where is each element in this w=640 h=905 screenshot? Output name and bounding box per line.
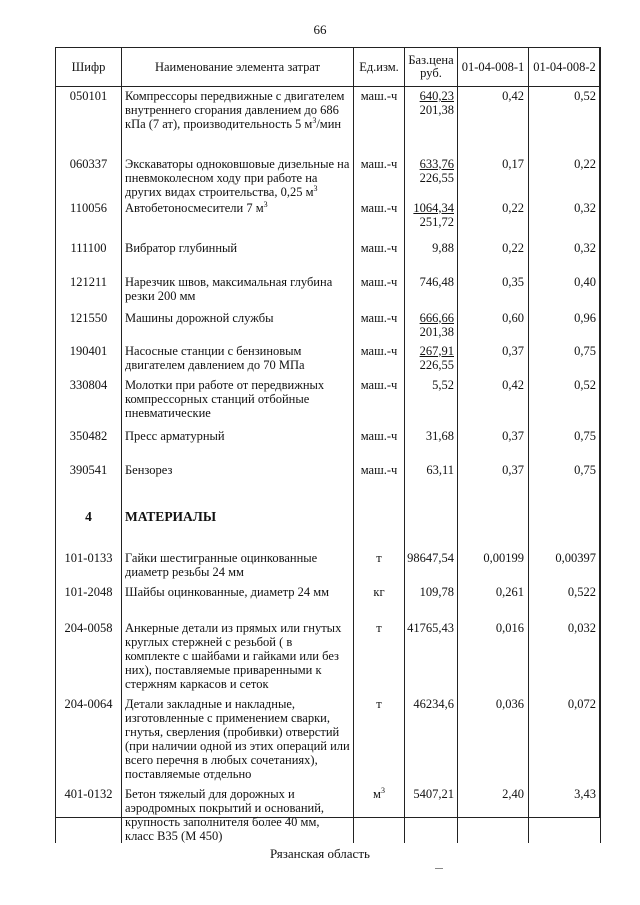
table-row xyxy=(56,545,601,579)
row-name xyxy=(122,303,354,339)
row-wage-price: 201,38 xyxy=(419,324,454,339)
row-value-col2: 3,43 xyxy=(529,781,601,843)
row-name xyxy=(122,339,354,373)
table-row xyxy=(56,149,601,199)
row-value-col1: 0,37 xyxy=(458,421,529,455)
footer-region: Рязанская область xyxy=(270,846,370,861)
row-unit-text: маш.-ч xyxy=(360,200,398,215)
row-value-col1: 0,42 xyxy=(458,87,529,149)
row-unit xyxy=(354,339,405,373)
row-name-text: Насосные станции с бензиновым двигателем давлением до 70 МПа xyxy=(125,343,305,372)
row-value-col2: 0,75 xyxy=(529,421,601,455)
row-base-price: 98647,54 xyxy=(407,550,454,565)
row-price xyxy=(405,303,458,339)
row-value-col1 xyxy=(458,489,529,545)
row-unit xyxy=(354,489,405,545)
row-value-col2: 0,52 xyxy=(529,373,601,421)
row-name-text: Автобетоносмесители 7 м xyxy=(125,200,264,215)
row-name-text: Машины дорожной службы xyxy=(125,310,274,325)
row-unit xyxy=(354,87,405,149)
row-price xyxy=(405,373,458,421)
row-value-col1: 2,40 xyxy=(458,781,529,843)
row-unit xyxy=(354,267,405,303)
row-unit xyxy=(354,781,405,843)
table-row xyxy=(56,267,601,303)
row-base-price: 31,68 xyxy=(425,428,454,443)
row-price xyxy=(405,613,458,691)
row-unit xyxy=(354,199,405,233)
footer-dash xyxy=(435,868,443,869)
row-price xyxy=(405,489,458,545)
row-value-col1: 0,00199 xyxy=(458,545,529,579)
table-body xyxy=(56,87,601,843)
row-unit xyxy=(354,455,405,489)
table-row xyxy=(56,373,601,421)
row-code: 050101 xyxy=(56,87,122,149)
row-name xyxy=(122,489,354,545)
table-row xyxy=(56,455,601,489)
row-price xyxy=(405,455,458,489)
row-value-col1: 0,37 xyxy=(458,339,529,373)
row-base-price: 666,66 xyxy=(419,310,454,325)
row-name-text: Экскаваторы одноковшовые дизельные на пневмоколесном ходу при работе на других видах строительства, 0,25 м xyxy=(125,156,350,199)
row-value-col1: 0,261 xyxy=(458,579,529,613)
row-name-text: МАТЕРИАЛЫ xyxy=(125,508,217,524)
row-name-text: Вибратор глубинный xyxy=(125,240,238,255)
row-name xyxy=(122,373,354,421)
row-unit xyxy=(354,149,405,199)
row-value-col2: 0,75 xyxy=(529,339,601,373)
table-row xyxy=(56,303,601,339)
table-header-row xyxy=(56,48,601,87)
row-price xyxy=(405,545,458,579)
row-wage-price: 226,55 xyxy=(419,170,454,185)
row-name-text: Анкерные детали из прямых или гнутых круглых стержней с резьбой ( в комплекте с шайбами и гайками или без них), поставляемые приваренными к стержням каркасов и сеток xyxy=(125,620,342,691)
row-value-col1: 0,35 xyxy=(458,267,529,303)
row-code: 121211 xyxy=(56,267,122,303)
row-name-superscript: 3 xyxy=(313,183,318,193)
row-value-col1: 0,37 xyxy=(458,455,529,489)
row-unit-text: м xyxy=(373,786,381,801)
row-code: 190401 xyxy=(56,339,122,373)
row-value-col1: 0,17 xyxy=(458,149,529,199)
row-unit xyxy=(354,421,405,455)
row-unit-text: маш.-ч xyxy=(360,428,398,443)
row-price xyxy=(405,87,458,149)
row-name xyxy=(122,691,354,781)
header-name: Наименование элемента затрат xyxy=(122,48,354,87)
row-value-col2: 0,32 xyxy=(529,233,601,267)
table-row xyxy=(56,339,601,373)
row-unit-text: маш.-ч xyxy=(360,89,398,103)
row-name-superscript: 3 xyxy=(263,199,268,209)
cost-table-frame xyxy=(55,47,600,843)
row-code: 110056 xyxy=(56,199,122,233)
row-name xyxy=(122,455,354,489)
row-name-text: Детали закладные и накладные, изготовленные с применением сварки, гнутья, сверления (пробивки) отверстий (при наличии одной из этих операций или всего перечня в любых сочетаниях), поставляемые отдельно xyxy=(125,696,350,781)
row-name xyxy=(122,199,354,233)
table-row xyxy=(56,233,601,267)
row-name xyxy=(122,421,354,455)
row-value-col2: 0,52 xyxy=(529,87,601,149)
row-price xyxy=(405,199,458,233)
row-value-col1: 0,016 xyxy=(458,613,529,691)
row-base-price: 640,23 xyxy=(419,89,454,103)
row-base-price: 267,91 xyxy=(419,343,454,358)
row-name xyxy=(122,781,354,843)
row-code: 111100 xyxy=(56,233,122,267)
row-name-text: Шайбы оцинкованные, диаметр 24 мм xyxy=(125,584,330,599)
row-unit xyxy=(354,545,405,579)
row-value-col2: 0,96 xyxy=(529,303,601,339)
header-unit: Ед.изм. xyxy=(354,48,405,87)
row-code: 101-2048 xyxy=(56,579,122,613)
row-price xyxy=(405,579,458,613)
table-row xyxy=(56,781,601,843)
row-code: 204-0058 xyxy=(56,613,122,691)
row-unit-text: маш.-ч xyxy=(360,377,398,392)
row-name-text: Бензорез xyxy=(125,462,173,477)
row-unit xyxy=(354,579,405,613)
row-value-col2: 0,522 xyxy=(529,579,601,613)
row-unit xyxy=(354,613,405,691)
row-wage-price: 226,55 xyxy=(419,357,454,372)
header-col2: 01-04-008-2 xyxy=(529,48,601,87)
section-row xyxy=(56,489,601,545)
page-number: 66 xyxy=(313,22,327,37)
row-unit-text: маш.-ч xyxy=(360,343,398,358)
row-value-col1: 0,22 xyxy=(458,199,529,233)
cost-table xyxy=(55,47,601,843)
row-value-col2: 0,40 xyxy=(529,267,601,303)
row-unit-text: кг xyxy=(373,584,385,599)
row-value-col1: 0,42 xyxy=(458,373,529,421)
row-price xyxy=(405,267,458,303)
header-code: Шифр xyxy=(56,48,122,87)
row-value-col2: 0,032 xyxy=(529,613,601,691)
row-unit-text: т xyxy=(376,620,382,635)
row-unit-text: маш.-ч xyxy=(360,462,398,477)
row-value-col2: 0,32 xyxy=(529,199,601,233)
table-row xyxy=(56,579,601,613)
row-code: 060337 xyxy=(56,149,122,199)
row-value-col2 xyxy=(529,489,601,545)
row-code: 350482 xyxy=(56,421,122,455)
row-base-price: 633,76 xyxy=(419,156,454,171)
row-code: 330804 xyxy=(56,373,122,421)
row-unit-superscript: 3 xyxy=(380,785,385,795)
row-name xyxy=(122,613,354,691)
row-value-col1: 0,036 xyxy=(458,691,529,781)
row-name-text: Компрессоры передвижные с двигателем внутреннего сгорания давлением до 686 кПа (7 ат), производительность 5 м xyxy=(125,89,345,131)
row-price xyxy=(405,233,458,267)
header-col1: 01-04-008-1 xyxy=(458,48,529,87)
row-unit-text: маш.-ч xyxy=(360,310,398,325)
row-price xyxy=(405,781,458,843)
row-code: 390541 xyxy=(56,455,122,489)
row-unit xyxy=(354,373,405,421)
table-row xyxy=(56,421,601,455)
row-base-price: 5,52 xyxy=(432,377,454,392)
row-value-col2: 0,75 xyxy=(529,455,601,489)
header-price: Баз.цена руб. xyxy=(405,48,458,87)
row-name xyxy=(122,87,354,149)
row-base-price: 5407,21 xyxy=(413,786,454,801)
row-base-price: 109,78 xyxy=(419,584,454,599)
table-row xyxy=(56,613,601,691)
row-price xyxy=(405,149,458,199)
row-name xyxy=(122,545,354,579)
row-value-col2: 0,072 xyxy=(529,691,601,781)
row-price xyxy=(405,421,458,455)
row-name xyxy=(122,579,354,613)
row-value-col1: 0,22 xyxy=(458,233,529,267)
row-base-price: 41765,43 xyxy=(407,620,454,635)
row-name xyxy=(122,233,354,267)
row-name-text: Пресс арматурный xyxy=(125,428,225,443)
row-base-price: 63,11 xyxy=(426,462,454,477)
row-code: 101-0133 xyxy=(56,545,122,579)
row-name-text: Нарезчик швов, максимальная глубина резки 200 мм xyxy=(125,274,333,303)
row-code: 121550 xyxy=(56,303,122,339)
row-unit-text: т xyxy=(376,696,382,711)
row-base-price: 1064,34 xyxy=(413,200,454,215)
row-unit-text: маш.-ч xyxy=(360,240,398,255)
row-base-price: 9,88 xyxy=(432,240,454,255)
row-name-text: Гайки шестигранные оцинкованные диаметр резьбы 24 мм xyxy=(125,550,318,579)
row-value-col2: 0,00397 xyxy=(529,545,601,579)
row-value-col2: 0,22 xyxy=(529,149,601,199)
row-code: 401-0132 xyxy=(56,781,122,843)
table-row xyxy=(56,691,601,781)
row-name xyxy=(122,267,354,303)
row-unit xyxy=(354,691,405,781)
row-name-text: Молотки при работе от передвижных компрессорных станций отбойные пневматические xyxy=(125,377,325,420)
row-unit xyxy=(354,303,405,339)
row-name-text: Бетон тяжелый для дорожных и аэродромных покрытий и оснований, крупность заполнителя более 40 мм, класс В35 (М 450) xyxy=(125,786,325,843)
row-value-col1: 0,60 xyxy=(458,303,529,339)
row-wage-price: 251,72 xyxy=(419,214,454,229)
row-name-tail: /мин xyxy=(316,117,342,131)
row-unit-text: маш.-ч xyxy=(360,156,398,171)
row-price xyxy=(405,691,458,781)
row-wage-price: 201,38 xyxy=(419,103,454,117)
row-base-price: 746,48 xyxy=(419,274,454,289)
row-name-superscript: 3 xyxy=(312,115,317,125)
row-price xyxy=(405,339,458,373)
row-code: 204-0064 xyxy=(56,691,122,781)
row-unit-text: маш.-ч xyxy=(360,274,398,289)
row-name xyxy=(122,149,354,199)
row-unit-text: т xyxy=(376,550,382,565)
table-row xyxy=(56,199,601,233)
table-row xyxy=(56,87,601,149)
row-unit xyxy=(354,233,405,267)
row-base-price: 46234,6 xyxy=(413,696,454,711)
row-code: 4 xyxy=(56,489,122,545)
